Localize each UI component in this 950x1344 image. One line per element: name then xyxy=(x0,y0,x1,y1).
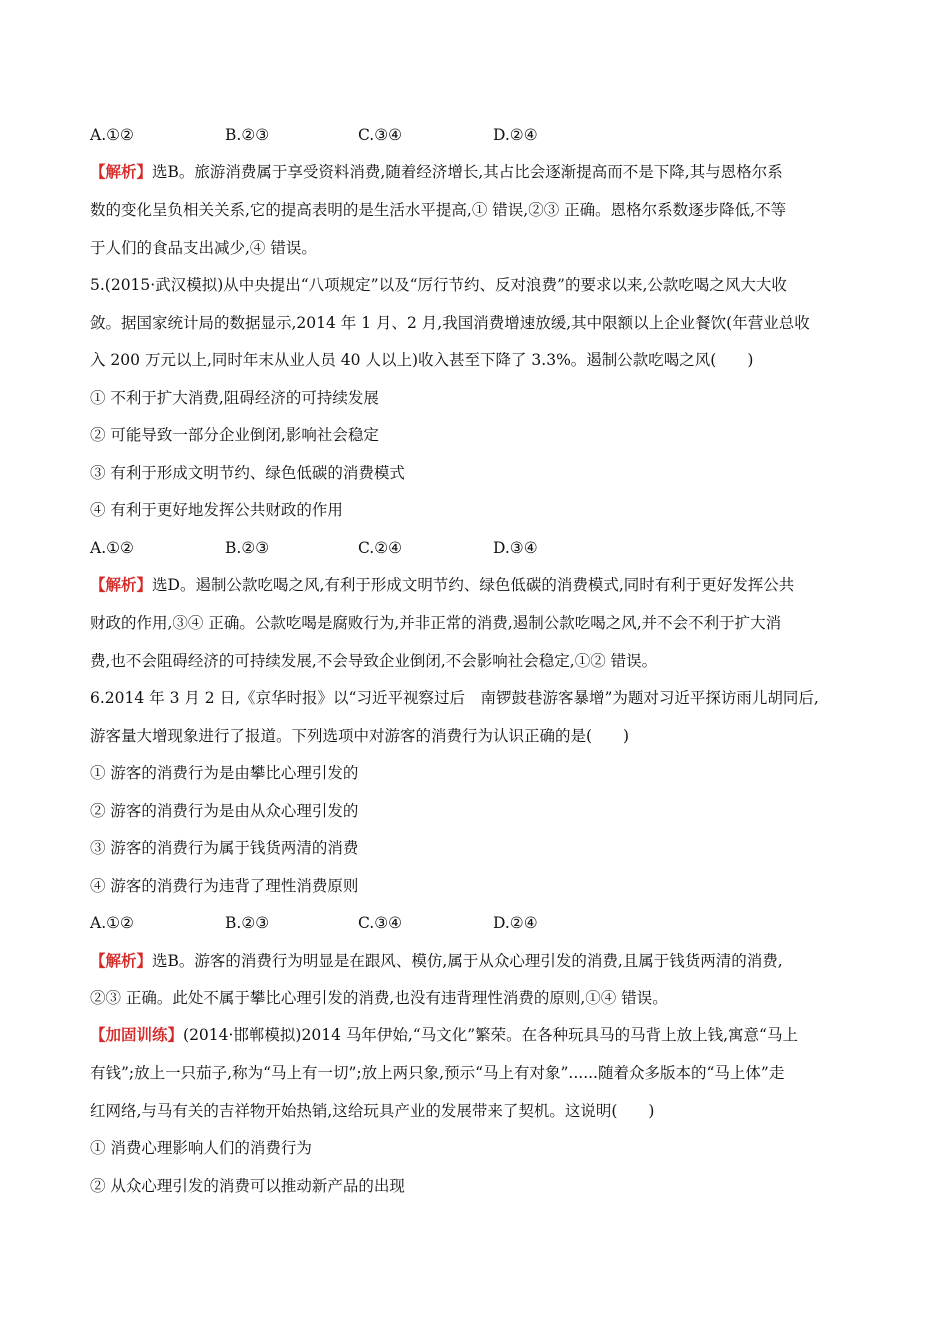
line-text: ③ 有利于形成文明节约、绿色低碳的消费模式 xyxy=(90,464,405,482)
analysis-line xyxy=(90,951,783,971)
answer-option: A.①② xyxy=(90,914,134,932)
text-line xyxy=(90,200,786,220)
line-text: 5.(2015·武汉模拟)从中央提出“八项规定”以及“厉行节约、反对浪费”的要求以来,公款吃喝之风大大收 xyxy=(90,276,787,294)
line-text: ② 从众心理引发的消费可以推动新产品的出现 xyxy=(90,1177,405,1195)
line-text: 游客量大增现象进行了报道。下列选项中对游客的消费行为认识正确的是( ) xyxy=(90,727,630,745)
line-text: 敛。据国家统计局的数据显示,2014 年 1 月、2 月,我国消费增速放缓,其中限额以上企业餐饮(年营业总收 xyxy=(90,314,810,332)
answer-options xyxy=(90,125,610,145)
text-line xyxy=(90,1138,312,1158)
text-line xyxy=(90,425,379,445)
text-line xyxy=(90,238,317,258)
text-line xyxy=(90,763,358,783)
text-line xyxy=(90,988,668,1008)
answer-option: C.②④ xyxy=(358,539,403,557)
line-text: ② 游客的消费行为是由从众心理引发的 xyxy=(90,802,359,820)
text-line xyxy=(90,313,810,333)
line-text: 数的变化呈负相关关系,它的提高表明的是生活水平提高,① 错误,②③ 正确。恩格尔系数逐步降低,不等 xyxy=(90,201,787,219)
line-text: ① 不利于扩大消费,阻碍经济的可持续发展 xyxy=(90,389,379,407)
text-line xyxy=(90,876,358,896)
line-text: 选B。旅游消费属于享受资料消费,随着经济增长,其占比会逐渐提高而不是下降,其与恩格尔系 xyxy=(152,163,783,181)
answer-option: B.②③ xyxy=(225,539,270,557)
answer-option: C.③④ xyxy=(358,914,403,932)
text-line xyxy=(90,801,358,821)
answer-option: A.①② xyxy=(90,126,134,144)
section-tag: 【解析】 xyxy=(90,575,153,594)
line-text: ③ 游客的消费行为属于钱货两清的消费 xyxy=(90,839,359,857)
text-line xyxy=(90,1063,784,1083)
answer-option: A.①② xyxy=(90,539,134,557)
analysis-line xyxy=(90,162,783,182)
section-tag: 【解析】 xyxy=(90,162,153,181)
section-tag: 【解析】 xyxy=(90,951,153,970)
line-text: ④ 有利于更好地发挥公共财政的作用 xyxy=(90,501,343,519)
line-text: 费,也不会阻碍经济的可持续发展,不会导致企业倒闭,不会影响社会稳定,①② 错误。 xyxy=(90,652,658,670)
line-text: 于人们的食品支出减少,④ 错误。 xyxy=(90,239,317,257)
section-tag: 【加固训练】 xyxy=(90,1025,184,1044)
text-line xyxy=(90,1176,405,1196)
line-text: ① 游客的消费行为是由攀比心理引发的 xyxy=(90,764,359,782)
line-text: ④ 游客的消费行为违背了理性消费原则 xyxy=(90,877,359,895)
answer-option: D.②④ xyxy=(493,914,538,932)
text-line xyxy=(90,350,753,370)
line-text: 红网络,与马有关的吉祥物开始热销,这给玩具产业的发展带来了契机。这说明( ) xyxy=(90,1102,655,1120)
text-line xyxy=(90,688,819,708)
answer-option: B.②③ xyxy=(225,914,270,932)
answer-options xyxy=(90,913,610,933)
analysis-line xyxy=(90,1025,798,1045)
answer-option: B.②③ xyxy=(225,126,270,144)
answer-option: D.③④ xyxy=(493,539,538,557)
text-line xyxy=(90,388,379,408)
line-text: 入 200 万元以上,同时年末从业人员 40 人以上)收入甚至下降了 3.3%。遏制公款吃喝之风( ) xyxy=(90,351,754,369)
answer-options xyxy=(90,538,610,558)
line-text: 6.2014 年 3 月 2 日,《京华时报》以“习近平视察过后 南锣鼓巷游客暴增”为题对习近平探访雨儿胡同后, xyxy=(90,689,819,707)
answer-option: C.③④ xyxy=(358,126,403,144)
line-text: ②③ 正确。此处不属于攀比心理引发的消费,也没有违背理性消费的原则,①④ 错误。 xyxy=(90,989,668,1007)
line-text: 选B。游客的消费行为明显是在跟风、模仿,属于从众心理引发的消费,且属于钱货两清的消费, xyxy=(152,952,783,970)
line-text: 有钱”;放上一只茄子,称为“马上有一切”;放上两只象,预示“马上有对象”......随着众多版本的“马上体”走 xyxy=(90,1064,785,1082)
text-line xyxy=(90,463,405,483)
text-line xyxy=(90,726,629,746)
text-line xyxy=(90,838,358,858)
line-text: ① 消费心理影响人们的消费行为 xyxy=(90,1139,312,1157)
line-text: ② 可能导致一部分企业倒闭,影响社会稳定 xyxy=(90,426,379,444)
analysis-line xyxy=(90,575,794,595)
text-line xyxy=(90,651,657,671)
line-text: 财政的作用,③④ 正确。公款吃喝是腐败行为,并非正常的消费,遏制公款吃喝之风,并不会不利于扩大消 xyxy=(90,614,782,632)
line-text: (2014·邯郸模拟)2014 马年伊始,“马文化”繁荣。在各种玩具马的马背上放上钱,寓意“马上 xyxy=(183,1026,798,1044)
text-line xyxy=(90,1101,654,1121)
text-line xyxy=(90,275,787,295)
line-text: 选D。遏制公款吃喝之风,有利于形成文明节约、绿色低碳的消费模式,同时有利于更好发挥公共 xyxy=(152,576,795,594)
text-line xyxy=(90,500,343,520)
text-line xyxy=(90,613,781,633)
answer-option: D.②④ xyxy=(493,126,538,144)
